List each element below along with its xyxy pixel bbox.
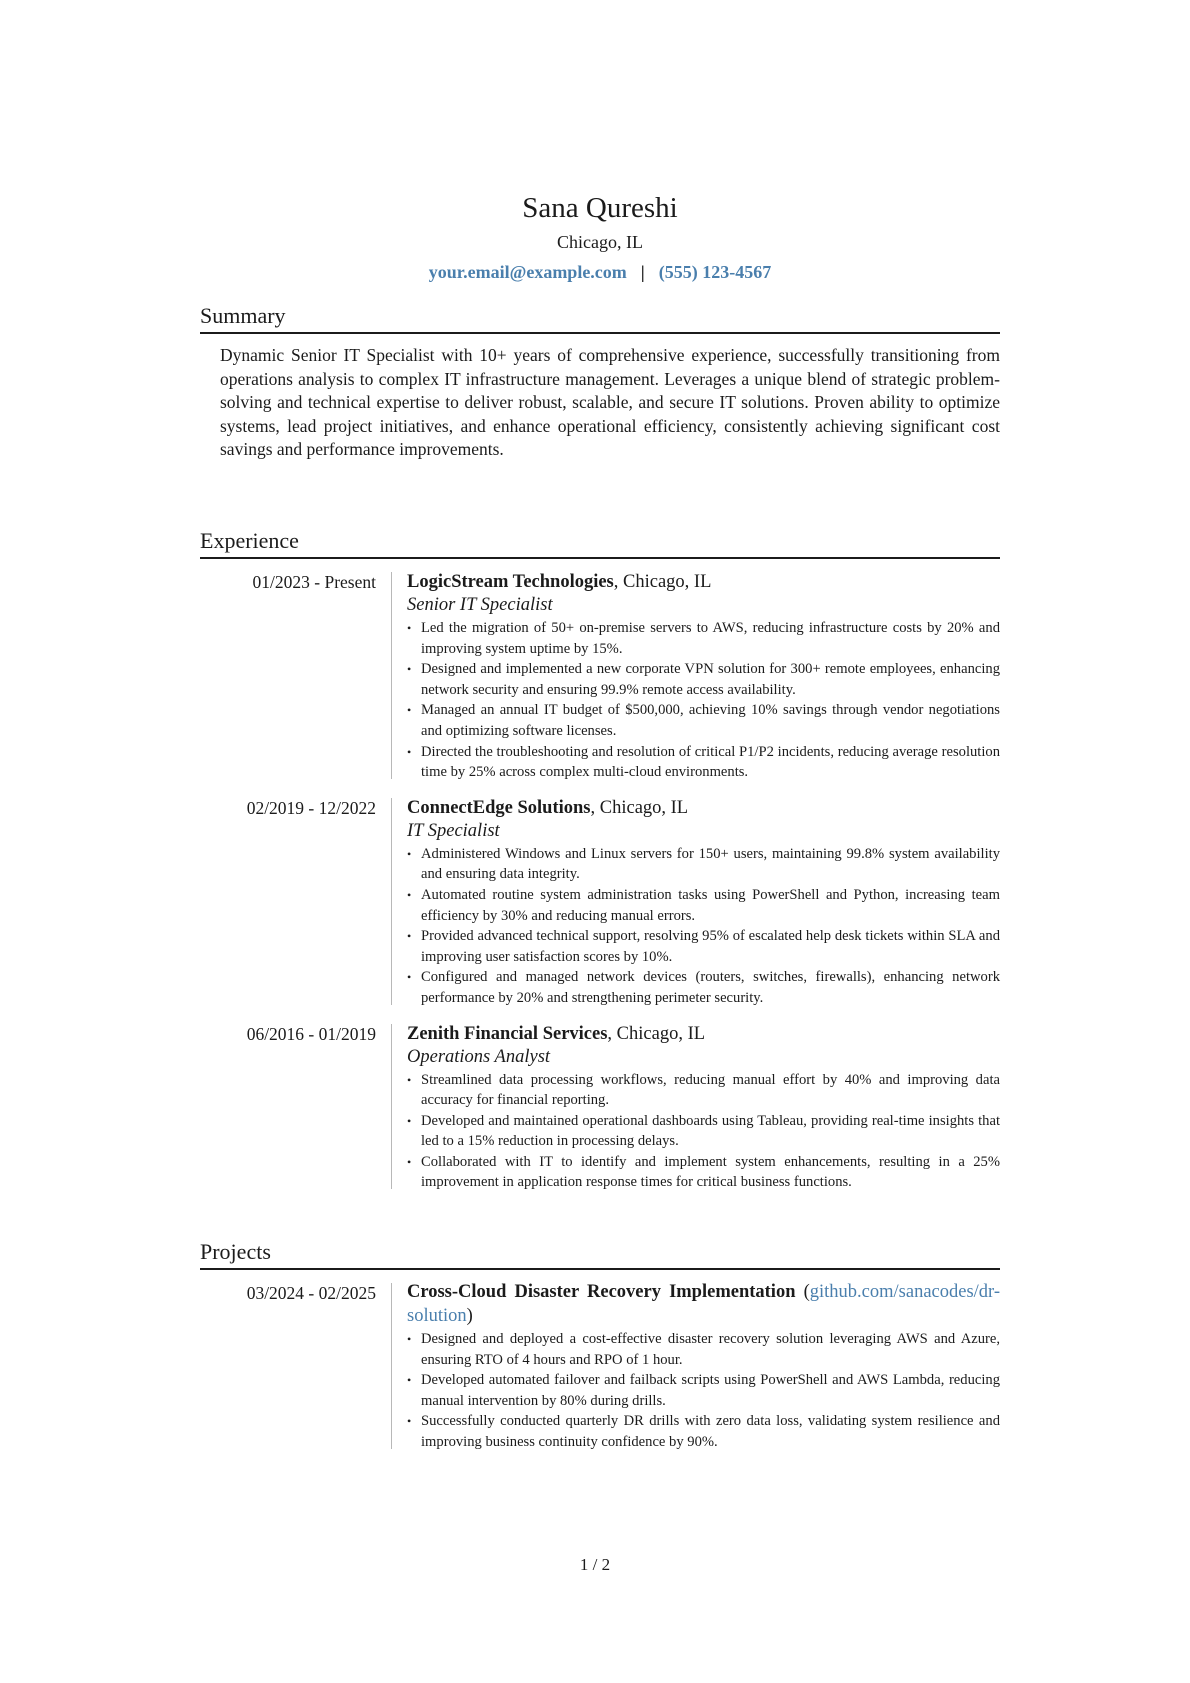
job-title: Operations Analyst (407, 1046, 551, 1067)
project-heading (407, 1281, 1000, 1328)
entry-dates: 03/2024 - 02/2025 (246, 1283, 376, 1303)
job-title: IT Specialist (407, 820, 500, 841)
experience-heading: Experience (200, 527, 1000, 559)
job-title: Senior IT Specialist (407, 595, 553, 615)
summary-text: Dynamic Senior IT Specialist with 10+ years of comprehensive experience, successfully transitioning from operations analysis to complex IT infrastructure management. Leverages a unique blend of strategic problem-solving and technical expertise to deliver robust, scalable, and secure IT solutions. Proven ability to optimize systems, lead project initiatives, and enhance operational efficiency, consistently achieving significant cost savings and performance improvements. (220, 345, 1000, 459)
company-name: ConnectEdge Solutions (407, 797, 591, 818)
bullet-item: • Automated routine system administration tasks using PowerShell and Python, increasing team efficiency by 30% and reducing manual errors. (407, 885, 1000, 926)
project-entry (200, 1281, 1000, 1453)
company-location: , Chicago, IL (590, 797, 689, 818)
projects-section (200, 1238, 1000, 1453)
entry-heading (407, 1022, 1000, 1046)
bullet-item: • Developed automated failover and failback scripts using PowerShell and AWS Lambda, reducing manual intervention by 80% during drills. (407, 1370, 1000, 1411)
company-location: , Chicago, IL (607, 1023, 706, 1044)
page-number: 1 / 2 (579, 1555, 611, 1574)
experience-entry (200, 570, 1000, 783)
candidate-name: Sana Qureshi (522, 192, 678, 224)
link-close-paren: ) (466, 1305, 473, 1326)
bullet-item: • Collaborated with IT to identify and implement system enhancements, resulting in a 25% improvement in application response times for critical business functions. (407, 1152, 1000, 1193)
bullet-item: • Successfully conducted quarterly DR drills with zero data loss, validating system resilience and improving business continuity confidence by 90%. (407, 1411, 1000, 1452)
resume-header (200, 190, 1000, 284)
bullet-item: • Designed and implemented a new corporate VPN solution for 300+ remote employees, enhancing network security and ensuring 99.9% remote access availability. (407, 659, 1000, 700)
bullet-list (407, 1070, 1000, 1194)
bullet-item: • Led the migration of 50+ on-premise servers to AWS, reducing infrastructure costs by 20% and improving system uptime by 15%. (407, 618, 1000, 659)
bullet-list (407, 1329, 1000, 1453)
entry-heading (407, 570, 1000, 594)
entry-divider (391, 798, 392, 1005)
experience-entry (200, 796, 1000, 1009)
resume-page (200, 0, 1000, 1450)
project-name: Cross-Cloud Disaster Recovery Implementation (407, 1282, 796, 1302)
entry-body (407, 796, 1000, 1009)
bullet-list (407, 844, 1000, 1009)
contact-line (200, 260, 1000, 284)
summary-heading: Summary (200, 302, 1000, 334)
bullet-item: • Administered Windows and Linux servers for 150+ users, maintaining 99.8% system availability and ensuring data integrity. (407, 844, 1000, 885)
company-name: LogicStream Technologies (407, 572, 614, 592)
bullet-item: • Provided advanced technical support, resolving 95% of escalated help desk tickets within SLA and improving user satisfaction scores by 10%. (407, 926, 1000, 967)
candidate-location: Chicago, IL (557, 232, 643, 252)
link-open-paren: ( (795, 1282, 810, 1302)
entry-divider (391, 1024, 392, 1190)
entry-body (407, 1281, 1000, 1453)
experience-section (200, 527, 1000, 1193)
projects-heading: Projects (200, 1238, 1000, 1270)
entry-dates: 02/2019 - 12/2022 (246, 797, 376, 818)
entry-body (407, 1022, 1000, 1194)
company-name: Zenith Financial Services (407, 1023, 608, 1044)
entry-body (407, 570, 1000, 783)
bullet-list (407, 618, 1000, 783)
contact-separator: | (640, 262, 645, 282)
bullet-item: • Configured and managed network devices (routers, switches, firewalls), enhancing network performance by 20% and strengthening perimeter security. (407, 967, 1000, 1008)
phone-link[interactable]: (555) 123-4567 (658, 262, 772, 282)
entry-dates: 01/2023 - Present (252, 572, 376, 592)
bullet-item: • Managed an annual IT budget of $500,000, achieving 10% savings through vendor negotiations and optimizing software licenses. (407, 700, 1000, 741)
entry-dates: 06/2016 - 01/2019 (246, 1023, 376, 1044)
entry-divider (391, 572, 392, 779)
project-link[interactable]: github.com/sanacodes/dr-solution (407, 1282, 1000, 1326)
entry-heading (407, 796, 1000, 820)
experience-entry (200, 1022, 1000, 1194)
email-link[interactable]: your.email@example.com (428, 262, 627, 282)
bullet-item: • Developed and maintained operational dashboards using Tableau, providing real-time insights that led to a 15% reduction in processing delays. (407, 1111, 1000, 1152)
summary-section (200, 302, 1000, 462)
company-location: , Chicago, IL (613, 572, 712, 592)
bullet-item: • Designed and deployed a cost-effective disaster recovery solution leveraging AWS and Azure, ensuring RTO of 4 hours and RPO of 1 hour. (407, 1329, 1000, 1370)
bullet-item: • Streamlined data processing workflows, reducing manual effort by 40% and improving data accuracy for financial reporting. (407, 1070, 1000, 1111)
bullet-item: • Directed the troubleshooting and resolution of critical P1/P2 incidents, reducing average resolution time by 25% across complex multi-cloud environments. (407, 742, 1000, 783)
entry-divider (391, 1283, 392, 1449)
